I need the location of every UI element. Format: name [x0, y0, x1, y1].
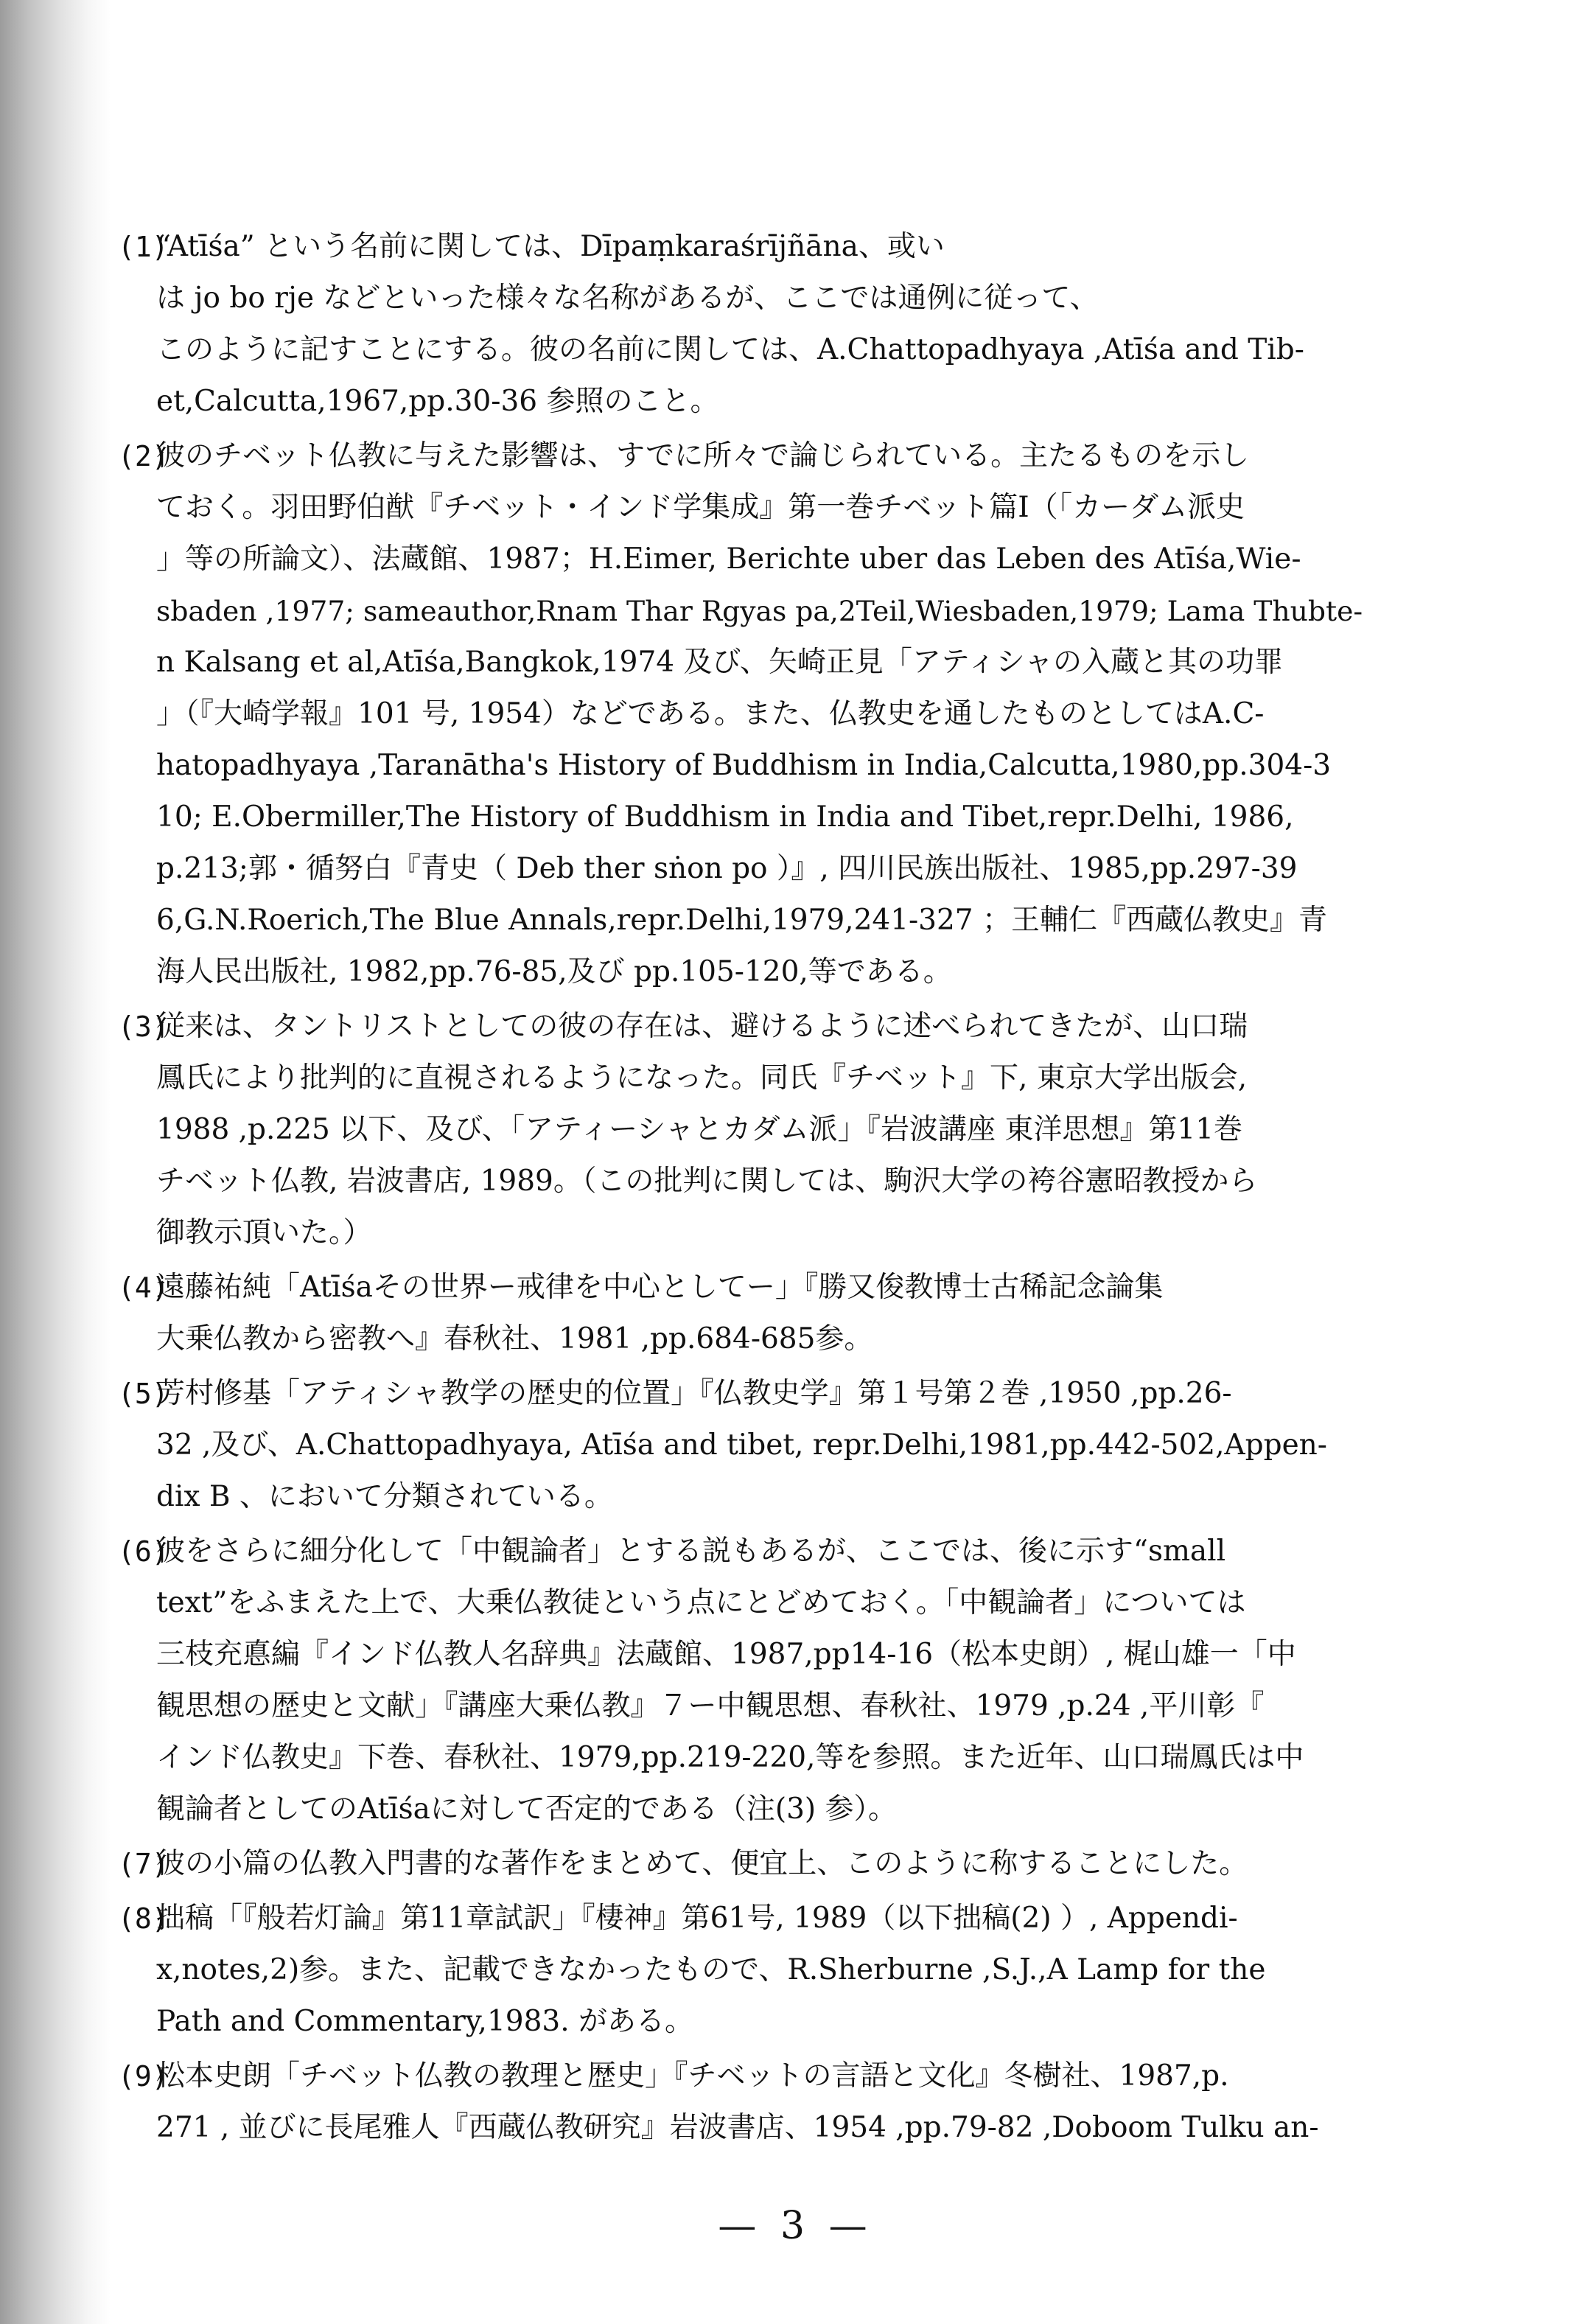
footnote-text-line: 彼の小篇の仏教入門書的な著作をまとめて、便宜上、このように称することにした。 — [156, 1847, 1248, 1880]
footnote-number: (7) — [118, 1848, 169, 1880]
footnote-2 — [118, 430, 1363, 998]
footnote-text-line: 」（『大崎学報』101 号, 1954）などである。また、仏教史を通したものとしてはA.C- — [156, 697, 1265, 730]
footnote-number: (9) — [118, 2060, 169, 2093]
footnote-text-line: n Kalsang et al,Atīśa,Bangkok,1974 及び、矢崎正見「アティシャの入蔵と其の功罪 — [156, 646, 1284, 679]
footnote-text-line: sbaden ,1977; sameauthor,Rnam Thar Rgyas pa,2Teil,Wiesbaden,1979; Lama Thubte- — [156, 595, 1363, 627]
footnote-text-line: 観思想の歴史と文献」『講座大乗仏教』７ー中観思想、春秋社、1979 ,p.24 ,平川彰『 — [156, 1689, 1265, 1723]
footnote-text-line: 271 , 並びに長尾雅人『西蔵仏教研究』岩波書店、1954 ,pp.79-82 ,Doboom Tulku an- — [156, 2111, 1319, 2144]
footnote-number: (6) — [118, 1535, 169, 1568]
footnote-number: (5) — [118, 1378, 169, 1410]
page-number: — 3 — — [718, 2204, 873, 2248]
footnote-7 — [118, 1838, 1363, 1890]
footnote-text-line: Path and Commentary,1983. がある。 — [156, 2005, 694, 2038]
footnote-text-line: 遠藤祐純「Atīśaその世界ー戒律を中心としてー」『勝又俊教博士古稀記念論集 — [156, 1271, 1164, 1304]
footnote-text-line: 芳村修基「アティシャ教学の歴史的位置」『仏教史学』第１号第２巻 ,1950 ,pp.26- — [156, 1377, 1232, 1410]
footnote-text-line: 従来は、タントリストとしての彼の存在は、避けるように述べられてきたが、山口瑞 — [156, 1010, 1248, 1043]
footnote-text-line: 鳳氏により批判的に直視されるようになった。同氏『チベット』下, 東京大学出版会, — [156, 1061, 1248, 1095]
footnote-text-line: text”をふまえた上で、大乗仏教徒という点にとどめておく。「中観論者」については — [156, 1586, 1246, 1619]
footnote-text-line: 彼のチベット仏教に与えた影響は、すでに所々で論じられている。主たるものを示し — [156, 439, 1250, 472]
footnote-text-line: x,notes,2)参。また、記載できなかったもので、R.Sherburne ,S.J.,A Lamp for the — [156, 1953, 1266, 1986]
footnote-text-line: 海人民出版社, 1982,pp.76-85,及び pp.105-120,等である。 — [156, 955, 952, 988]
footnote-text-line: et,Calcutta,1967,pp.30-36 参照のこと。 — [156, 385, 719, 418]
footnote-text-line: p.213;郭・循努白『青史（ Deb ther sṅon po ）』, 四川民族出版社、1985,pp.297-39 — [156, 852, 1298, 885]
footnote-6 — [118, 1526, 1363, 1835]
footnote-number: (3) — [118, 1011, 169, 1043]
footnote-text-line: 御教示頂いた。） — [156, 1216, 372, 1249]
footnote-5 — [118, 1368, 1363, 1523]
footnote-text-line: 観論者としてのAtīśaに対して否定的である（注(3) 参）。 — [156, 1793, 898, 1826]
footnote-text-line: “Atīśa” という名前に関しては、Dīpaṃkaraśrījñāna、或い — [156, 230, 945, 263]
footnote-text-line: 6,G.N.Roerich,The Blue Annals,repr.Delhi,1979,241-327 ；王輔仁『西蔵仏教史』青 — [156, 904, 1328, 937]
scan-shadow-edge — [0, 0, 111, 2324]
footnote-text-line: ておく。羽田野伯猷『チベット・インド学集成』第一巻チベット篇Ⅰ（「カーダム派史 — [156, 491, 1245, 524]
footnote-number: (2) — [118, 440, 169, 472]
footnote-text-line: 32 ,及び、A.Chattopadhyaya, Atīśa and tibet, repr.Delhi,1981,pp.442-502,Appen- — [156, 1428, 1327, 1462]
footnote-text-line: 松本史朗「チベット仏教の教理と歴史」『チベットの言語と文化』冬樹社、1987,p. — [156, 2059, 1229, 2093]
footnote-text-line: 三枝充悳編『インド仏教人名辞典』法蔵館、1987,pp14-16（松本史朗）, 梶山雄一「中 — [156, 1638, 1296, 1671]
footnote-text-line: このように記すことにする。彼の名前に関しては、A.Chattopadhyaya ,Atīśa and Tib- — [156, 333, 1304, 366]
footnote-3 — [118, 1001, 1363, 1259]
footnote-4 — [118, 1262, 1363, 1365]
footnote-number: (1) — [118, 231, 169, 263]
footnote-number: (8) — [118, 1902, 169, 1935]
footnote-1 — [118, 221, 1363, 428]
footnote-text-line: dix B 、において分類されている。 — [156, 1480, 613, 1513]
footnotes-list — [118, 221, 1363, 2157]
footnote-text-line: 」等の所論文）、法蔵館、1987；H.Eimer, Berichte uber das Leben des Atīśa,Wie- — [156, 542, 1301, 576]
footnote-9 — [118, 2051, 1363, 2154]
footnote-text-line: 10; E.Obermiller,The History of Buddhism in India and Tibet,repr.Delhi, 1986, — [156, 800, 1294, 834]
footnote-text-line: は jo bo rje などといった様々な名称があるが、ここでは通例に従って、 — [156, 282, 1099, 315]
footnote-text-line: チベット仏教, 岩波書店, 1989。（この批判に関しては、駒沢大学の袴谷憲昭教授から — [156, 1165, 1258, 1198]
footnote-text-line: 大乗仏教から密教へ』春秋社、1981 ,pp.684-685参。 — [156, 1322, 873, 1355]
footnote-number: (4) — [118, 1271, 169, 1304]
footnote-text-line: 1988 ,p.225 以下、及び、「アティーシャとカダム派」『岩波講座 東洋思想』第11巻 — [156, 1113, 1243, 1146]
footnote-text-line: hatopadhyaya ,Taranātha's History of Buddhism in India,Calcutta,1980,pp.304-3 — [156, 749, 1332, 782]
footnote-8 — [118, 1893, 1363, 2048]
footnote-text-line: インド仏教史』下巻、春秋社、1979,pp.219-220,等を参照。また近年、山口瑞鳳氏は中 — [156, 1741, 1304, 1774]
footnote-text-line: 彼をさらに細分化して「中観論者」とする説もあるが、ここでは、後に示す“small — [156, 1535, 1226, 1568]
footnote-text-line: 拙稿「『般若灯論』第11章試訳」『棲神』第61号, 1989（以下拙稿(2) ）, Appendi- — [156, 1902, 1238, 1935]
